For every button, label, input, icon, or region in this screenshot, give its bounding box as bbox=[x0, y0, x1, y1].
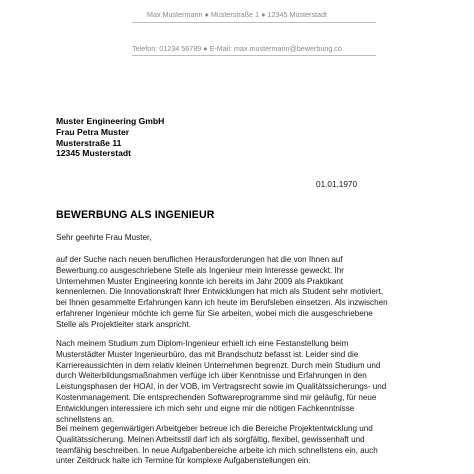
paragraph-line: Qualitätssicherung. Meinen Arbeitsstil darf ich als sorgfältig, flexibel, gewissenhaft und bbox=[56, 434, 365, 444]
recipient-street: Musterstraße 11 bbox=[56, 137, 122, 148]
header-divider-bottom bbox=[132, 55, 376, 56]
recipient-address-block bbox=[56, 116, 164, 159]
paragraph-line: Bewerbung.co ausgeschriebene Stelle als Ingenieur mein Interesse geweckt. Ihr bbox=[56, 265, 344, 275]
body-paragraph bbox=[56, 424, 378, 467]
paragraph-line: Stelle als Projektleiter stark anspricht. bbox=[56, 319, 191, 329]
paragraph-line: auf der Suche nach neuen beruflichen Herausforderungen hat die von Ihnen auf bbox=[56, 255, 343, 264]
paragraph-line: schnellstens an. bbox=[56, 414, 115, 424]
paragraph-line: unter Zeitdruck halte ich Termine für komplexe Aufgabenstellungen ein. bbox=[56, 456, 311, 466]
paragraph-line: teamfähig beschreiben. In neue Aufgabenbereiche arbeite ich mich schnellstens ein, auch bbox=[56, 445, 378, 455]
paragraph-line: Entwicklungen interessiere ich mich sehr und eigne mir die nötigen Fachkenntnisse bbox=[56, 403, 355, 413]
paragraph-line: durch Weiterbildungsmaßnahmen verfüge ich über Kenntnisse und Erfahrungen in den bbox=[56, 371, 367, 381]
paragraph-line: Karriereaussichten in dem relativ kleinen Unternehmen begrenzt. Durch mein Studium und bbox=[56, 360, 381, 370]
paragraph-line: Bei meinem gegenwärtigen Arbeitgeber betreue ich die Bereiche Projektentwicklung und bbox=[56, 424, 373, 433]
sender-address-line: Max Mustermann ● Musterstraße 1 ● 12345 Musterstadt bbox=[146, 10, 328, 19]
paragraph-line: kennenlernen. Die Innovationskraft Ihrer Entwicklungen hat mich als Student sehr motiviert, bbox=[56, 287, 384, 297]
recipient-company: Muster Engineering GmbH bbox=[56, 116, 165, 126]
salutation: Sehr geehrte Frau Muster, bbox=[56, 233, 152, 242]
sender-contact-line: Telefon: 01234 56789 ● E-Mail: max.mustermann@bewerbung.co bbox=[132, 44, 342, 53]
letter-date: 01.01.1970 bbox=[316, 180, 357, 189]
recipient-city: 12345 Musterstadt bbox=[56, 148, 131, 159]
paragraph-line: Kostenmanagement. Die entsprechenden Softwareprogramme sind mir geläufig, für neue bbox=[56, 392, 377, 402]
paragraph-line: erfahrener Ingenieur möchte ich gerne für Sie arbeiten, wobei mich die ausgeschriebene bbox=[56, 308, 373, 318]
paragraph-line: Leistungsphasen der HOAI, in der VOB, im Vertragsrecht sowie im Qualitätssicherungs- und bbox=[56, 382, 387, 392]
paragraph-line: Unternehmen Muster Engineering konnte ich bereits im Jahr 2009 als Praktikant bbox=[56, 276, 344, 286]
body-paragraph bbox=[56, 339, 386, 425]
paragraph-line: Musterstädter Muster Ingenieurbüro, das mit Brandschutz befasst ist. Leider sind die bbox=[56, 349, 359, 359]
paragraph-line: Nach meinem Studium zum Diplom-Ingenieur erhielt ich eine Festanstellung beim bbox=[56, 339, 349, 348]
header-divider-top bbox=[132, 22, 376, 23]
recipient-name: Frau Petra Muster bbox=[56, 126, 130, 137]
body-paragraph bbox=[56, 255, 388, 331]
letter-subject: BEWERBUNG ALS INGENIEUR bbox=[56, 209, 215, 221]
paragraph-line: bei Ihnen gesammelte Erfahrungen kann ich heute im Berufsleben einsetzen. Als inzwischen bbox=[56, 298, 388, 308]
